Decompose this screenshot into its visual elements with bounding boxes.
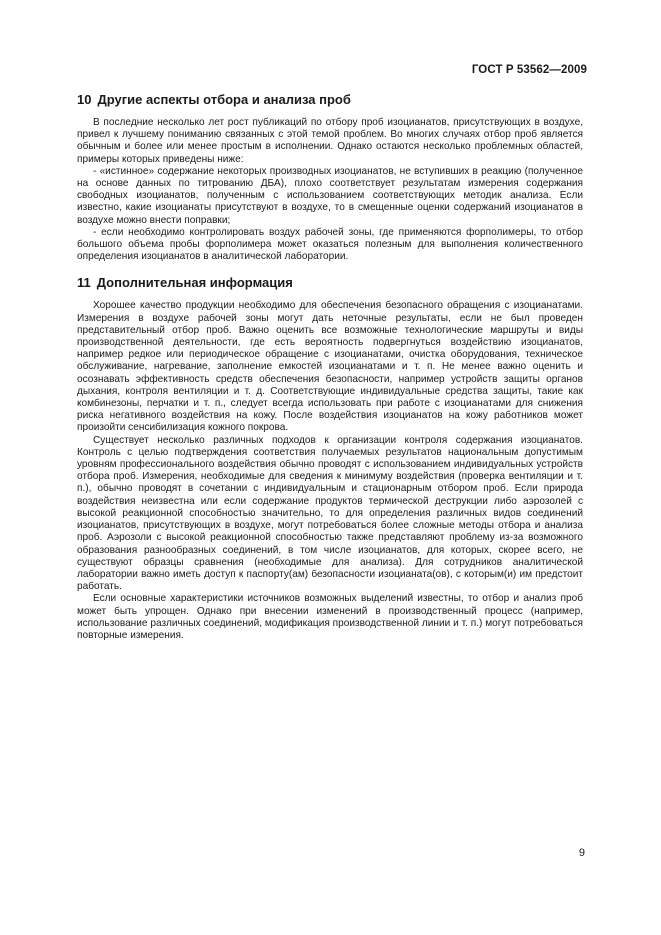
paragraph: В последние несколько лет рост публикаций по отбору проб изоцианатов, присутствующих в воздухе, привел к лучшему пониманию связанных с этой темой проблем. Во многих случаях отбор проб является обычным и более или менее простым в исполнении. Однако остаются несколько проблемных областей, примеры которых приведены ниже: xyxy=(77,117,583,165)
list-item: - «истинное» содержание некоторых производных изоцианатов, не вступивших в реакцию (полученное на основе данных по титрованию ДБА), плохо соответствует результатам измерения содержания свободных изоцианатов, полученным с использованием соответствующих методик анализа. Если известно, какие изоцианаты присутствуют в воздухе, то в смещенные оценки содержаний изоцианатов в воздухе можно внести поправки; xyxy=(77,165,583,226)
document-body xyxy=(77,92,583,642)
paragraph: Если основные характеристики источников возможных выделений известны, то отбор и анализ проб может быть упрощен. Однако при внесении изменений в производственный процесс (например, использование различных соединений, модификация производственной линии и т. п.) могут потребоваться повторные измерения. xyxy=(77,593,583,641)
section-number: 10 xyxy=(77,92,92,107)
section-heading xyxy=(77,92,583,107)
section-title: Дополнительная информация xyxy=(96,275,293,291)
section-10 xyxy=(77,92,583,263)
list-item: - если необходимо контролировать воздух рабочей зоны, где применяются форполимеры, то отбор большого объема пробы форполимера может оказаться полезным для выполнения количественного определения изоцианатов в аналитической лаборатории. xyxy=(77,226,583,263)
section-heading xyxy=(77,275,583,290)
section-11 xyxy=(77,275,583,642)
section-title: Другие аспекты отбора и анализа проб xyxy=(97,92,351,107)
section-number: 11 xyxy=(77,275,91,291)
document-code: ГОСТ Р 53562—2009 xyxy=(471,64,587,76)
paragraph: Существует несколько различных подходов к организации контроля содержания изоцианатов. Контроль с целью подтверждения соответствия получаемых результатов национальным допустимым уровням профессионального воздействия обычно проводят с использованием индивидуальных устройств отбора проб. Измерения, необходимые для сведения к минимуму воздействия (проверка вентиляции и т. п.), обычно проводят в сочетании с индивидуальным и стационарным отбором проб. Если природа воздействия неизвестна или если содержание продуктов термической деструкции либо аэрозолей с высокой реакционной способностью значительно, то для определения различных видов соединений изоцианатов, присутствующих в воздухе, могут потребоваться более сложные методы отбора и анализа проб. Аэрозоли с высокой реакционной способностью также представляют проблему из-за возможного образования разнообразных соединений, в том числе изоцианатов, для которых, скорее всего, не существуют образцы сравнения (необходимые для анализа). Для сотрудников аналитической лаборатории важно иметь доступ к паспорту(ам) безопасности изоцианата(ов), с которым(и) им предстоит работать. xyxy=(77,434,583,593)
paragraph: Хорошее качество продукции необходимо для обеспечения безопасного обращения с изоцианатами. Измерения в воздухе рабочей зоны могут дать неточные результаты, если не был проведен представительный отбор проб. Важно оценить все возможные технологические маршруты и виды производственной деятельности, где есть вероятность подвергнуться воздействию изоцианатов, например редкое или периодическое обращение с изоцианатами, очистка оборудования, техническое обслуживание, нагревание, заполнение емкостей изоцианатами и т. п. Не менее важно оценить и осознавать эффективность средств обеспечения безопасности, например устройств защиты органов дыхания, контроля вентиляции и т. д. Соответствующие индивидуальные средства защиты, такие как комбинезоны, перчатки и т. п., следует всегда использовать при работе с изоцианатами для снижения риска негативного воздействия на кожу. После воздействия изоцианатов на кожу работников может произойти сенсибилизация кожного покрова. xyxy=(77,300,583,434)
page-number: 9 xyxy=(578,847,585,859)
